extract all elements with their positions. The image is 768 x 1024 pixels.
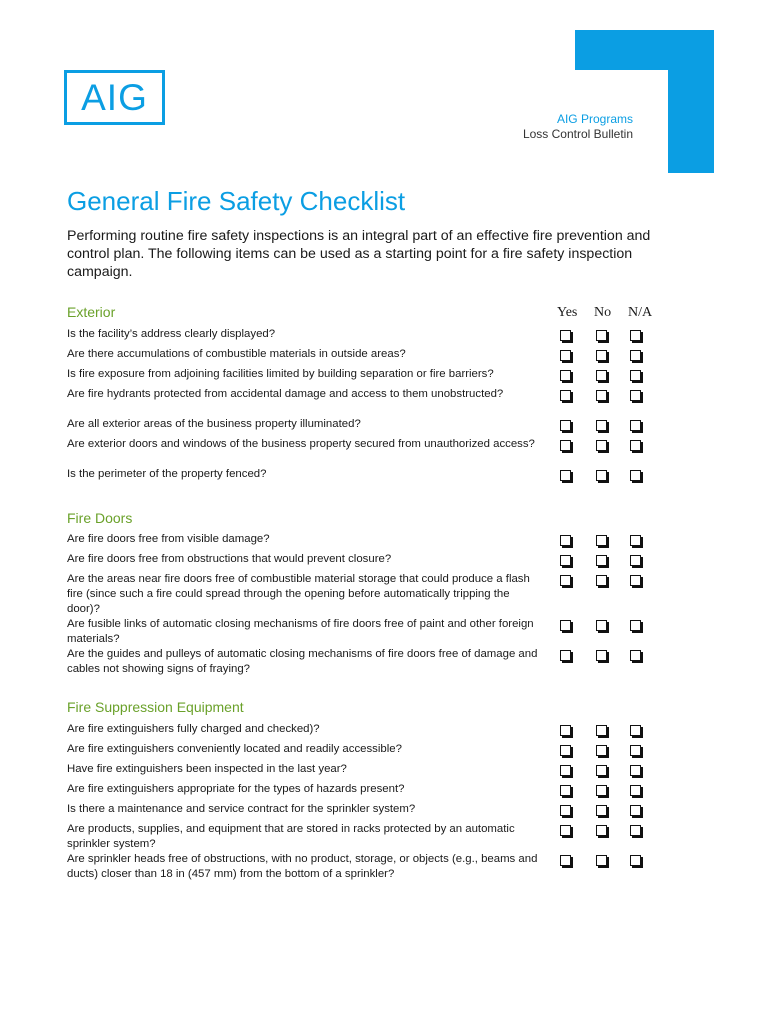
column-header-yes: Yes	[557, 305, 578, 320]
checkbox-no-icon[interactable]	[596, 620, 607, 631]
column-header-no: No	[594, 305, 612, 320]
checkbox-yes-icon[interactable]	[560, 555, 571, 566]
checkbox-yes-icon[interactable]	[560, 745, 571, 756]
checkbox-no-icon[interactable]	[596, 855, 607, 866]
checkbox-na-icon[interactable]	[630, 825, 641, 836]
checkbox-no-icon[interactable]	[596, 470, 607, 481]
checkbox-no-icon[interactable]	[596, 420, 607, 431]
checklist-question: Are sprinkler heads free of obstructions, with no product, storage, or objects (e.g., beams and ducts) closer than 18 in (457 mm) from the bottom of a sprinkler?	[67, 853, 538, 880]
checkbox-yes-icon[interactable]	[560, 805, 571, 816]
checkbox-na-icon[interactable]	[630, 535, 641, 546]
checkbox-na-icon[interactable]	[630, 350, 641, 361]
checklist-question: Are there accumulations of combustible materials in outside areas?	[67, 348, 406, 360]
checkbox-yes-icon[interactable]	[560, 620, 571, 631]
checkbox-no-icon[interactable]	[596, 765, 607, 776]
checkbox-na-icon[interactable]	[630, 855, 641, 866]
checkbox-no-icon[interactable]	[596, 575, 607, 586]
checkbox-yes-icon[interactable]	[560, 390, 571, 401]
checkbox-yes-icon[interactable]	[560, 470, 571, 481]
brand-corner-bar-vertical	[668, 30, 714, 173]
checklist-question: Are exterior doors and windows of the business property secured from unauthorized access?	[67, 438, 535, 450]
checkbox-yes-icon[interactable]	[560, 350, 571, 361]
checklist-question: Are the areas near fire doors free of combustible material storage that could produce a flash fire (since such a fire could spread through the opening before automatically tripping the door)?	[67, 573, 530, 615]
checkbox-yes-icon[interactable]	[560, 855, 571, 866]
checklist-question: Are products, supplies, and equipment that are stored in racks protected by an automatic sprinkler system?	[67, 823, 515, 850]
checkbox-na-icon[interactable]	[630, 785, 641, 796]
checklist-question: Are fire extinguishers conveniently located and readily accessible?	[67, 743, 402, 755]
aig-logo: AIG	[64, 70, 165, 125]
checklist-question: Are the guides and pulleys of automatic closing mechanisms of fire doors free of damage and cables not showing signs of fraying?	[67, 648, 538, 675]
checkbox-na-icon[interactable]	[630, 745, 641, 756]
page-title: General Fire Safety Checklist	[67, 186, 406, 216]
checkbox-na-icon[interactable]	[630, 555, 641, 566]
checklist-question: Is the perimeter of the property fenced?	[67, 468, 267, 480]
checkbox-na-icon[interactable]	[630, 370, 641, 381]
checkbox-no-icon[interactable]	[596, 350, 607, 361]
checkbox-na-icon[interactable]	[630, 420, 641, 431]
checkbox-yes-icon[interactable]	[560, 330, 571, 341]
checkbox-yes-icon[interactable]	[560, 725, 571, 736]
checkbox-na-icon[interactable]	[630, 620, 641, 631]
checkbox-no-icon[interactable]	[596, 725, 607, 736]
checklist-question: Is the facility’s address clearly displayed?	[67, 328, 276, 340]
checkbox-no-icon[interactable]	[596, 785, 607, 796]
checkbox-no-icon[interactable]	[596, 390, 607, 401]
checkbox-na-icon[interactable]	[630, 470, 641, 481]
checkbox-na-icon[interactable]	[630, 765, 641, 776]
checklist-question: Are fire doors free from visible damage?	[67, 533, 270, 545]
checklist-question: Are fire extinguishers appropriate for the types of hazards present?	[67, 783, 405, 795]
checklist-question: Are all exterior areas of the business property illuminated?	[67, 418, 361, 430]
checkbox-na-icon[interactable]	[630, 330, 641, 341]
checkbox-no-icon[interactable]	[596, 555, 607, 566]
checkbox-na-icon[interactable]	[630, 390, 641, 401]
checklist-question: Are fire hydrants protected from accidental damage and access to them unobstructed?	[67, 388, 504, 400]
checkbox-yes-icon[interactable]	[560, 575, 571, 586]
checkbox-yes-icon[interactable]	[560, 765, 571, 776]
section-title: Fire Doors	[67, 510, 133, 526]
checkbox-yes-icon[interactable]	[560, 535, 571, 546]
bulletin-label: Loss Control Bulletin	[522, 127, 633, 141]
programs-label: AIG Programs	[556, 112, 633, 126]
column-header-na: N/A	[628, 305, 653, 320]
intro-paragraph: Performing routine fire safety inspections is an integral part of an effective fire prevention and control plan. The following items can be used as a starting point for a fire safety inspection campaign.	[67, 228, 651, 280]
checklist-question: Are fire extinguishers fully charged and checked)?	[67, 723, 320, 735]
section-title: Exterior	[67, 304, 116, 320]
checkbox-yes-icon[interactable]	[560, 650, 571, 661]
checkbox-no-icon[interactable]	[596, 825, 607, 836]
section-title: Fire Suppression Equipment	[67, 699, 244, 715]
checkbox-na-icon[interactable]	[630, 725, 641, 736]
checkbox-na-icon[interactable]	[630, 805, 641, 816]
checkbox-no-icon[interactable]	[596, 535, 607, 546]
checklist-question: Is there a maintenance and service contract for the sprinkler system?	[67, 803, 416, 815]
checkbox-yes-icon[interactable]	[560, 440, 571, 451]
checkbox-no-icon[interactable]	[596, 330, 607, 341]
checkbox-na-icon[interactable]	[630, 440, 641, 451]
checkbox-na-icon[interactable]	[630, 650, 641, 661]
checkbox-no-icon[interactable]	[596, 805, 607, 816]
checklist-question: Are fusible links of automatic closing mechanisms of fire doors free of paint and other foreign materials?	[67, 618, 534, 645]
checklist-question: Are fire doors free from obstructions that would prevent closure?	[67, 553, 392, 565]
checkbox-no-icon[interactable]	[596, 370, 607, 381]
checkbox-yes-icon[interactable]	[560, 825, 571, 836]
checkbox-no-icon[interactable]	[596, 745, 607, 756]
checkbox-no-icon[interactable]	[596, 650, 607, 661]
checkbox-yes-icon[interactable]	[560, 420, 571, 431]
checkbox-yes-icon[interactable]	[560, 785, 571, 796]
checkbox-yes-icon[interactable]	[560, 370, 571, 381]
checkbox-na-icon[interactable]	[630, 575, 641, 586]
checkbox-no-icon[interactable]	[596, 440, 607, 451]
checklist-question: Is fire exposure from adjoining facilities limited by building separation or fire barriers?	[67, 368, 494, 380]
checklist-question: Have fire extinguishers been inspected in the last year?	[67, 763, 347, 775]
